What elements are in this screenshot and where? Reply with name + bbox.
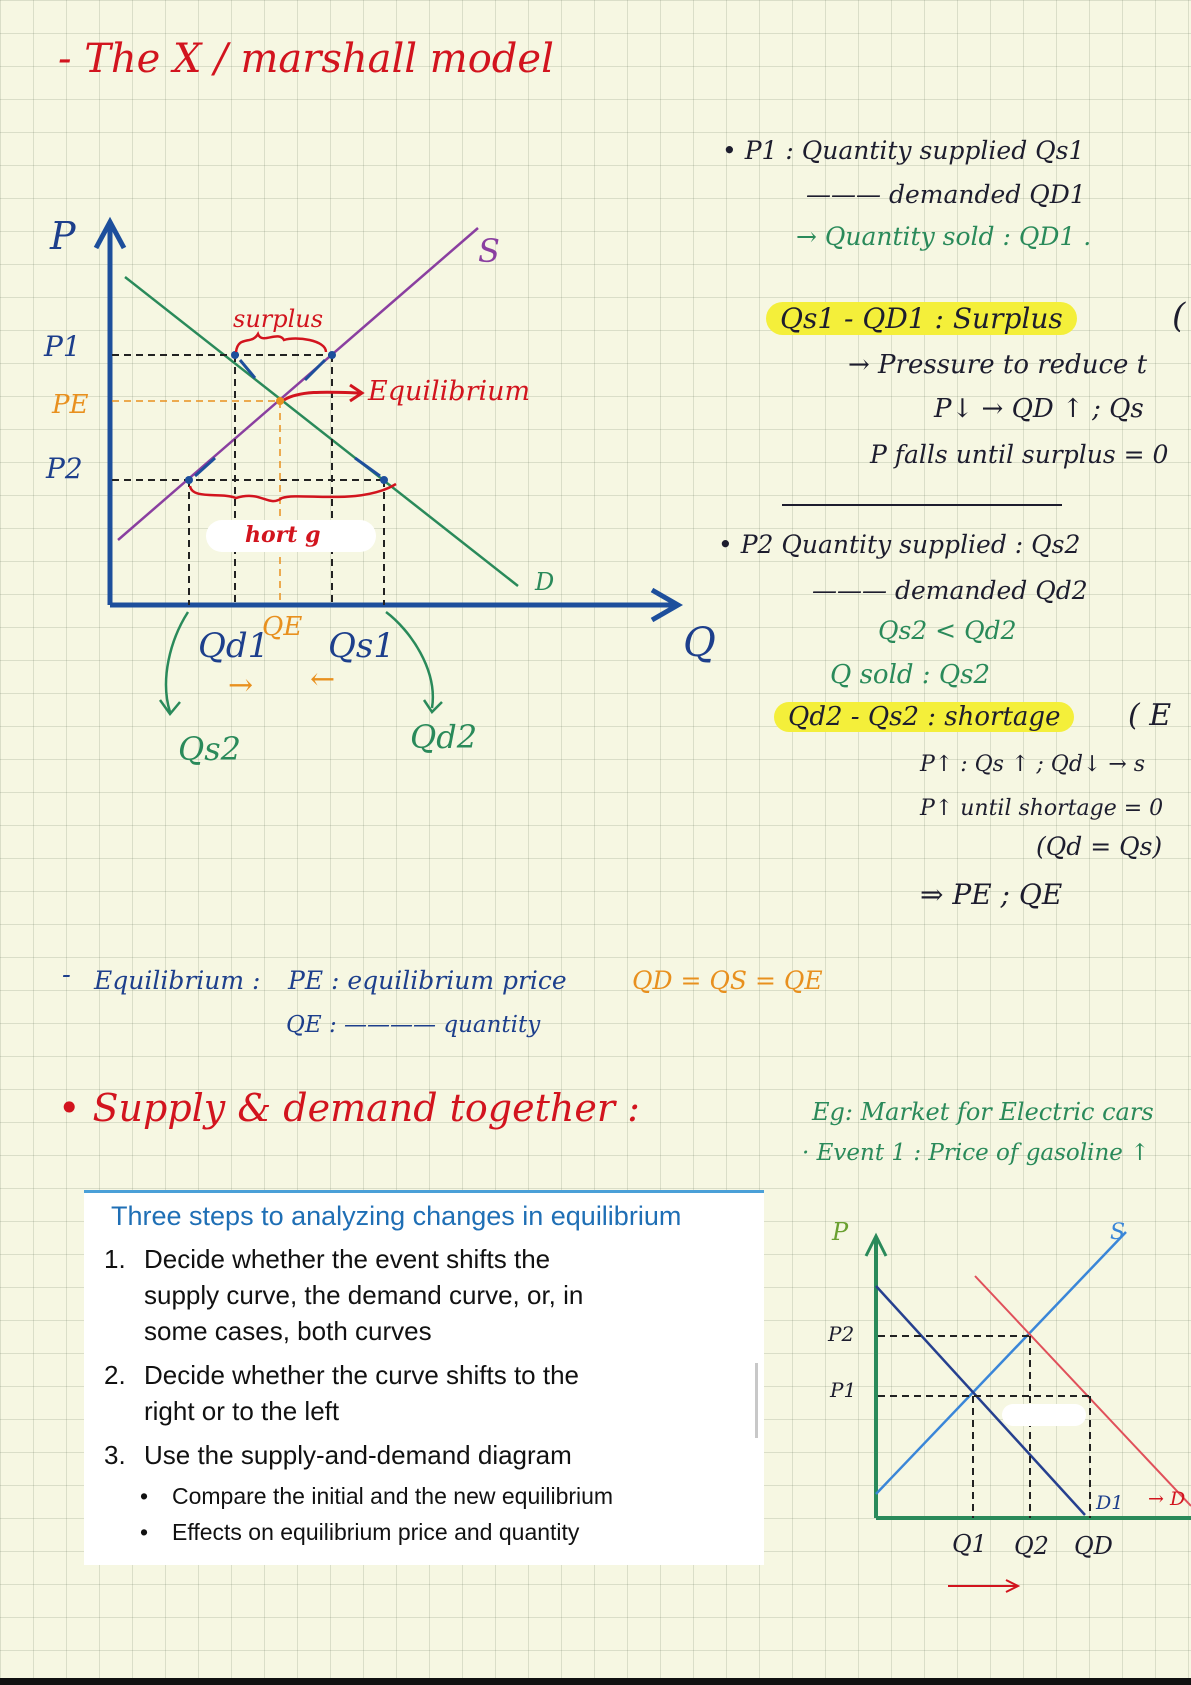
note-p2: • P2 Quantity supplied : Qs2	[718, 530, 1081, 559]
step-2-line-2: right or to the left	[144, 1396, 340, 1426]
example-title: Eg: Market for Electric cars	[812, 1098, 1154, 1126]
example-q2-label: Q2	[1014, 1532, 1049, 1560]
step-1-line-3: some cases, both curves	[144, 1316, 432, 1346]
note-p-up: P↑ : Qs ↑ ; Qd↓ → s	[920, 752, 1146, 777]
shortage-highlight-text: Qd2 - Qs2 : shortage	[774, 702, 1074, 732]
diagram-q-axis-label: Q	[683, 620, 716, 666]
step-1-line-2: supply curve, the demand curve, or, in	[144, 1280, 584, 1310]
example-supply-curve	[876, 1232, 1126, 1494]
note-p2-demanded: ——— demanded Qd2	[812, 576, 1088, 605]
bottom-edge	[0, 1678, 1191, 1685]
pe-label: PE	[52, 390, 89, 420]
example-d1-label: D1	[1096, 1492, 1124, 1514]
note-p2-compare: Qs2 < Qd2	[878, 616, 1017, 645]
eq-def-label: Equilibrium :	[94, 966, 261, 995]
arrow-right-orange: →	[228, 668, 254, 703]
example-p-axis-label: P	[832, 1218, 849, 1246]
surplus-label: surplus	[233, 305, 324, 333]
note-p1-demanded: ——— demanded QD1	[806, 180, 1086, 209]
note-p-falls: P falls until surplus = 0	[870, 440, 1169, 469]
note-result: ⇒ PE ; QE	[920, 878, 1063, 911]
arrow-left-orange: ←	[310, 662, 336, 697]
equilibrium-label: Equilibrium	[368, 376, 531, 407]
bullet-dot: •	[140, 1483, 149, 1509]
example-demand-d2	[975, 1276, 1191, 1506]
example-supply-label: S	[1110, 1220, 1126, 1245]
qs1-label: Qs1	[328, 626, 395, 666]
note-pressure: → Pressure to reduce t	[848, 350, 1148, 380]
eq-def-dash: -	[62, 960, 71, 990]
step-3-line-1: Use the supply-and-demand diagram	[144, 1440, 572, 1470]
example-qd-label: QD	[1074, 1532, 1113, 1560]
step-2-number: 2.	[104, 1360, 126, 1390]
step-2-line-1: Decide whether the curve shifts to the	[144, 1360, 580, 1390]
demand-curve-label: D	[535, 568, 555, 596]
step-3-bullet-1-text: Compare the initial and the new equilibrium	[172, 1483, 614, 1509]
qs2-label: Qs2	[178, 730, 242, 768]
note-surplus-paren: (	[1172, 296, 1186, 336]
eq-def-pe: PE : equilibrium price	[288, 966, 567, 995]
note-p-up-until: P↑ until shortage = 0	[920, 796, 1164, 821]
example-q1-label: Q1	[952, 1530, 987, 1558]
note-p-down: P↓ → QD ↑ ; Qs	[934, 394, 1144, 424]
note-p2-sold: Q sold : Qs2	[830, 660, 991, 690]
bullet-dot: •	[140, 1519, 149, 1545]
qe-label: QE	[262, 612, 303, 642]
page-title: - The X / marshall model	[58, 36, 554, 82]
step-3-bullet-2-text: Effects on equilibrium price and quantity	[172, 1519, 580, 1545]
example-p1-label: P1	[830, 1378, 857, 1402]
diagram-p-axis-label: P	[50, 214, 76, 258]
example-demand-d1	[876, 1286, 1085, 1515]
note-p1: • P1 : Quantity supplied Qs1	[722, 136, 1085, 165]
example-label-bg	[1002, 1404, 1086, 1426]
example-shift-label: → D	[1148, 1488, 1186, 1510]
steps-card-title: Three steps to analyzing changes in equilibrium	[111, 1201, 682, 1231]
surplus-highlight-text: Qs1 - QD1 : Surplus	[766, 302, 1077, 335]
section-title-supply-demand: • Supply & demand together :	[58, 1086, 640, 1130]
example-p2-label: P2	[828, 1322, 855, 1346]
p1-label: P1	[44, 330, 81, 363]
step-1-number: 1.	[104, 1244, 126, 1274]
eq-def-qe: QE : ———— quantity	[286, 1012, 541, 1038]
note-shortage-paren: ( E	[1128, 698, 1172, 733]
step-3-number: 3.	[104, 1440, 126, 1470]
eq-def-quantities: QD = QS = QE	[632, 966, 823, 995]
example-event: · Event 1 : Price of gasoline ↑	[802, 1140, 1150, 1166]
qd2-label: Qd2	[410, 718, 478, 756]
note-p1-sold: → Quantity sold : QD1 .	[796, 222, 1092, 251]
qd1-label: Qd1	[198, 626, 270, 666]
p2-label: P2	[46, 452, 83, 485]
shortage-label: hort g	[245, 522, 321, 548]
supply-curve-label: S	[478, 232, 500, 270]
note-qd-eq-qs: (Qd = Qs)	[1036, 832, 1163, 861]
step-1-line-1: Decide whether the event shifts the	[144, 1244, 551, 1274]
